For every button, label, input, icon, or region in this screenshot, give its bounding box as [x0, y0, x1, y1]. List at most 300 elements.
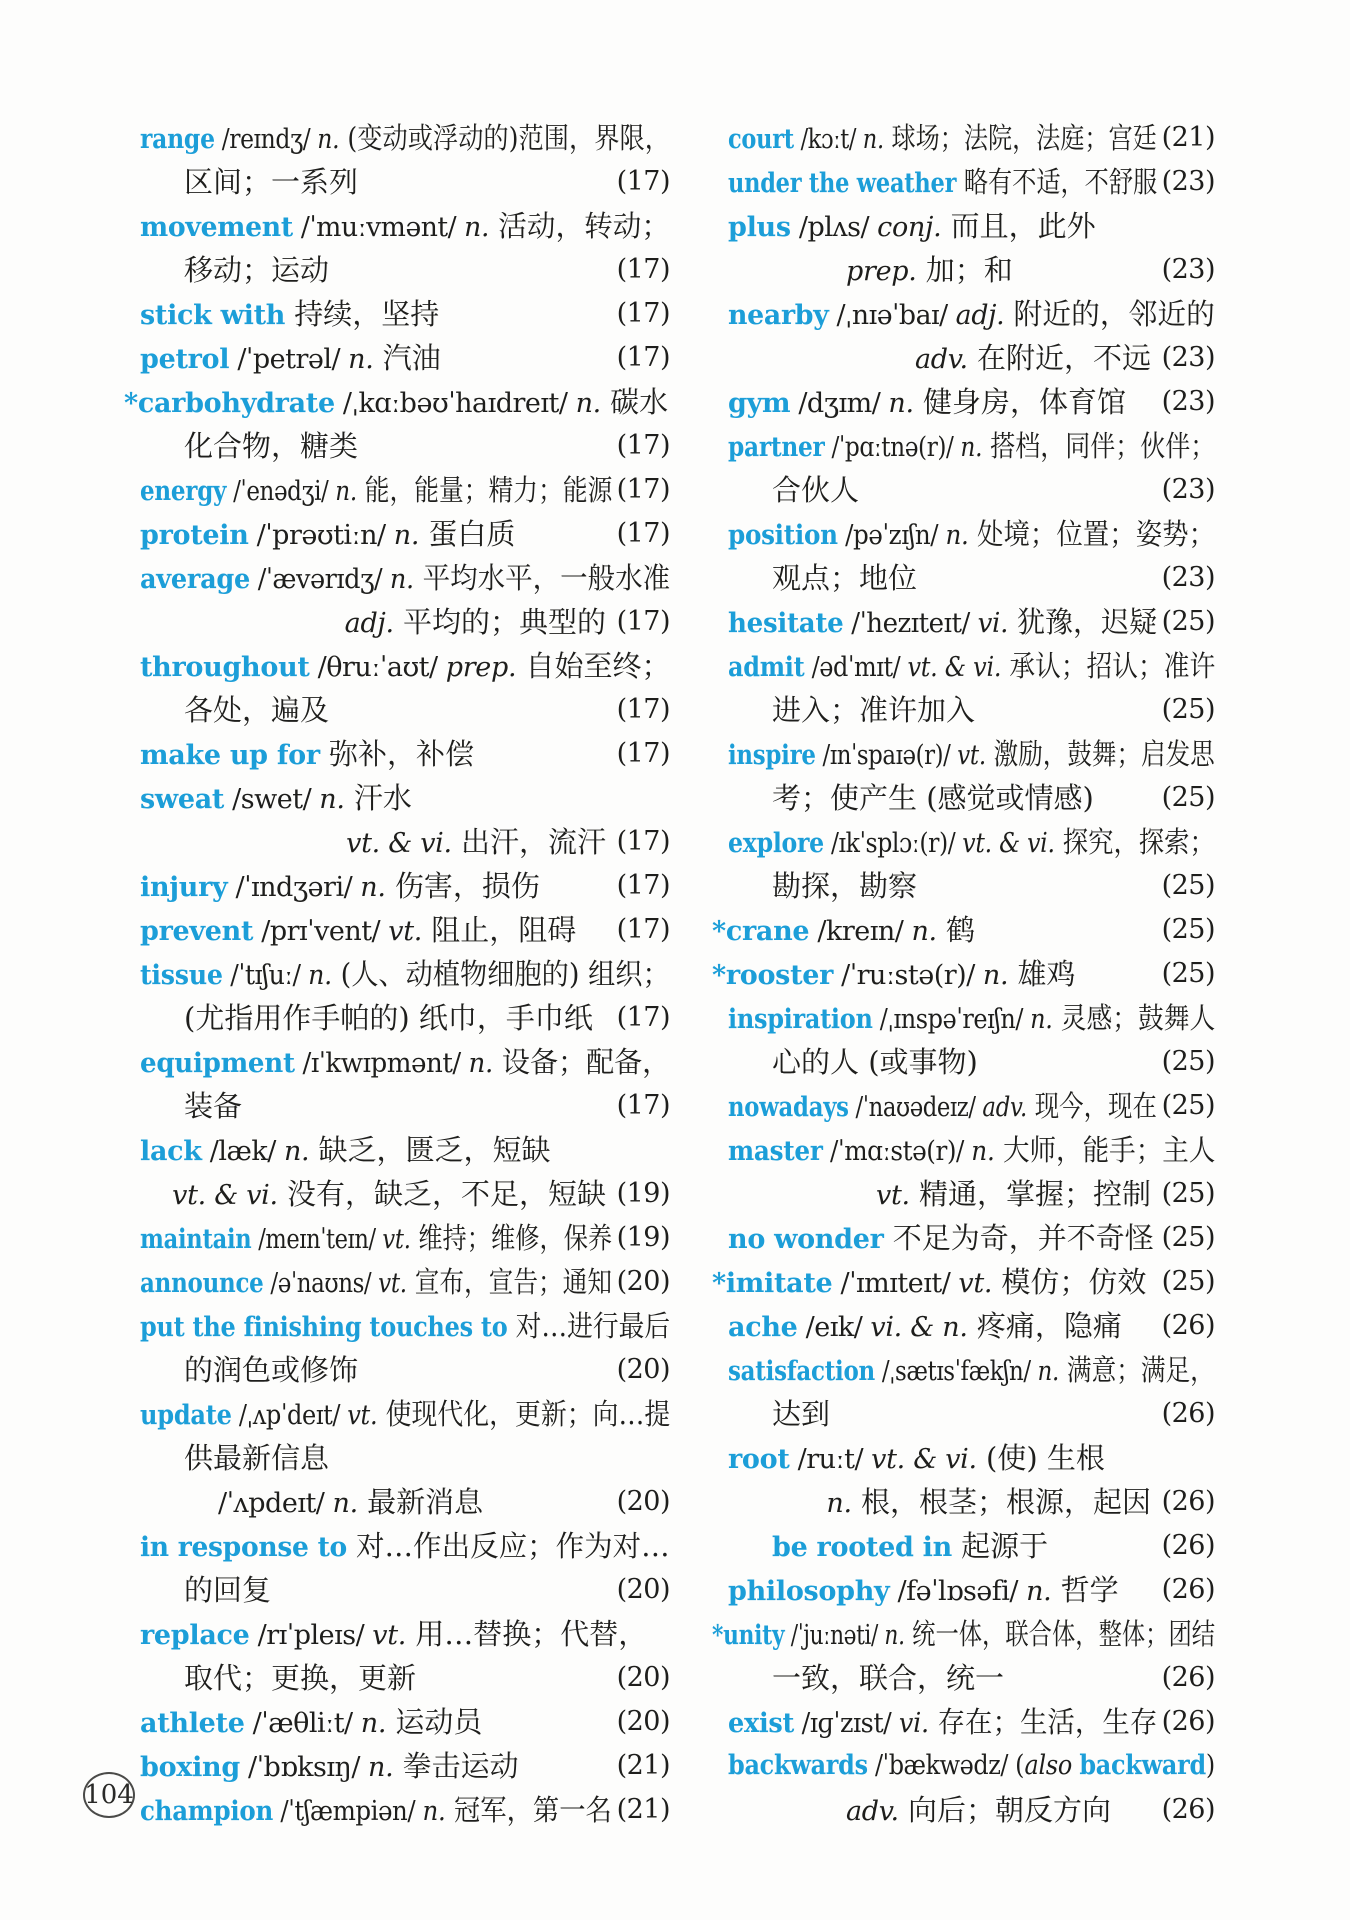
headword: energy: [140, 476, 227, 507]
entry-line: [728, 1480, 1215, 1524]
entry-text: [915, 336, 1151, 382]
entry-text: [728, 204, 1096, 250]
entry-text: [712, 1612, 1215, 1658]
entry-line: [140, 1040, 670, 1084]
entry-line: [140, 1480, 670, 1524]
definition-zh: 大师，能手；主人: [994, 1133, 1216, 1167]
definition-zh: 根，根茎；根源，起因: [851, 1485, 1151, 1519]
page-reference: (17): [616, 1002, 670, 1033]
part-of-speech: also: [1024, 1750, 1080, 1781]
entry-line: [712, 908, 1215, 952]
entry-line: [728, 996, 1215, 1040]
phonetic: /kɔːt/: [793, 124, 863, 155]
entry-text: [140, 1304, 670, 1350]
entry-text: [184, 160, 358, 206]
entry-line: [728, 336, 1215, 380]
definition-zh: 自始至终；: [516, 649, 671, 683]
entry-text: [184, 248, 329, 294]
entry-line: [140, 1216, 670, 1260]
headword: athlete: [140, 1708, 245, 1739]
entry-line: [140, 1348, 670, 1392]
definition-zh: 平均的；典型的: [393, 605, 606, 639]
page-number: 104: [84, 1780, 134, 1810]
page-reference: (17): [616, 430, 670, 461]
entry-line: [140, 116, 670, 160]
entry-line: [140, 248, 670, 292]
entry-line: [728, 1348, 1215, 1392]
headword: put the finishing touches to: [140, 1312, 508, 1343]
headword: protein: [140, 520, 249, 551]
entry-line: [140, 864, 670, 908]
entry-line: [140, 1128, 670, 1172]
page-reference: (17): [616, 254, 670, 285]
definition-zh: 各处，遍及: [184, 693, 330, 727]
page-reference: (25): [1161, 694, 1215, 725]
headword: inspire: [728, 740, 816, 771]
headword: sweat: [140, 784, 225, 815]
entry-text: [728, 1744, 1215, 1788]
entry-line: [728, 1788, 1215, 1832]
page-reference: (20): [616, 1266, 670, 1297]
entry-text: [728, 116, 1157, 162]
definition-zh: (变动或浮动的)范围，界限，: [339, 121, 670, 155]
entry-text: [728, 160, 1157, 206]
entry-line: [712, 1260, 1215, 1304]
entry-line: [728, 1656, 1215, 1700]
phonetic: /ˌʌpˈdeɪt/: [231, 1400, 348, 1431]
part-of-speech: n.: [888, 388, 914, 419]
page-reference: (26): [1161, 1486, 1215, 1517]
phonetic: /ˈjuːnəti/: [784, 1620, 885, 1651]
part-of-speech: vt.: [382, 1224, 411, 1255]
phonetic: /ɪˈkwɪpmənt/: [294, 1048, 469, 1079]
definition-zh: 进入；准许加入: [772, 693, 976, 727]
entry-line: [728, 1568, 1215, 1612]
entry-text: [772, 776, 1094, 822]
definition-zh: 对…作出反应；作为对…: [346, 1529, 670, 1563]
definition-zh: 勘探，勘察: [772, 869, 918, 903]
definition-zh: 出汗，流汗: [451, 825, 606, 859]
definition-zh: 不足为奇，并不奇怪: [883, 1221, 1154, 1255]
entry-text: [140, 1744, 519, 1790]
entry-text: [728, 1568, 1119, 1614]
part-of-speech: adj.: [344, 608, 394, 639]
entry-line: [712, 1612, 1216, 1656]
entry-text: [140, 732, 474, 778]
page-number-badge: [83, 1772, 135, 1818]
entry-text: [140, 644, 670, 690]
definition-zh: 汗水: [344, 781, 412, 815]
definition-zh: 健身房，体育馆: [913, 385, 1126, 419]
entry-text: [772, 1040, 978, 1086]
definition-zh: 在附近，不远: [967, 341, 1151, 375]
definition-zh: 犹豫，迟疑: [1008, 605, 1158, 639]
entry-text: [772, 688, 975, 734]
entry-text: [772, 864, 917, 910]
entry-line: [140, 908, 670, 952]
part-of-speech: n.: [1030, 1004, 1053, 1035]
part-of-speech: vt.: [347, 1400, 378, 1431]
part-of-speech: vt. & vi.: [907, 652, 1002, 683]
definition-zh: 蛋白质: [419, 517, 516, 551]
entry-line: [140, 424, 670, 468]
entry-text: [728, 380, 1126, 426]
definition-zh: 激励，鼓舞；启发思: [985, 737, 1215, 771]
entry-line: [140, 1700, 670, 1744]
phonetic: /eɪk/: [797, 1312, 871, 1343]
definition-zh: 雄鸡: [1008, 957, 1076, 991]
page-reference: (17): [616, 694, 670, 725]
phonetic: /ˈnaʊədeɪz/: [848, 1092, 983, 1123]
entry-text: [728, 820, 1215, 866]
entry-text: [140, 1392, 670, 1438]
part-of-speech: n.: [319, 784, 345, 815]
headword: range: [140, 124, 215, 155]
definition-zh: 使现代化，更新；向…提: [377, 1397, 671, 1431]
headword: plus: [728, 212, 791, 243]
part-of-speech: adv.: [914, 344, 968, 375]
entry-text: [728, 1436, 1105, 1482]
phonetic: /ˈhezɪteɪt/: [843, 608, 978, 639]
headword: backward: [1079, 1750, 1206, 1781]
part-of-speech: n.: [862, 124, 884, 155]
definition-zh: 而且，此外: [941, 209, 1096, 243]
phonetic: /ˈpetrəl/: [229, 344, 349, 375]
entry-text: [728, 1128, 1215, 1174]
page-reference: (23): [1161, 474, 1215, 505]
part-of-speech: vt.: [875, 1180, 910, 1211]
page-reference: (17): [616, 826, 670, 857]
page-reference: (21): [616, 1750, 670, 1781]
entry-text: [140, 1524, 670, 1570]
entry-line: [140, 556, 670, 600]
page-reference: (20): [616, 1486, 670, 1517]
definition-zh: 维持；维修，保养: [410, 1221, 613, 1255]
entry-text: [728, 424, 1215, 470]
phonetic: /ˈbækwədz/: [867, 1750, 1016, 1781]
phonetic: /ˈævərɪdʒ/: [250, 564, 390, 595]
entry-line: [140, 292, 670, 336]
part-of-speech: vt. & vi.: [172, 1180, 278, 1211]
part-of-speech: n.: [982, 960, 1009, 991]
entry-text: [728, 1304, 1122, 1350]
page-reference: (17): [616, 606, 670, 637]
part-of-speech: prep.: [846, 256, 917, 287]
page-reference: (25): [1161, 958, 1215, 989]
entry-line: [728, 1128, 1215, 1172]
page-reference: (25): [1161, 1046, 1215, 1077]
headword: boxing: [140, 1752, 240, 1783]
entry-text: [712, 952, 1075, 998]
part-of-speech: prep.: [445, 652, 517, 683]
entry-text: [140, 1040, 670, 1086]
definition-zh: 加；和: [916, 253, 1013, 287]
entry-text: [728, 732, 1215, 778]
definition-zh: 缺乏，匮乏，短缺: [309, 1133, 551, 1167]
entry-text: [345, 600, 606, 646]
entry-line: [728, 204, 1215, 248]
page-reference: (25): [1161, 606, 1215, 637]
phonetic: /ɪkˈsplɔː(r)/: [823, 828, 963, 859]
entry-text: [140, 556, 670, 602]
definition-zh: 弥补，补偿: [319, 737, 475, 771]
part-of-speech: vi.: [898, 1708, 929, 1739]
page-reference: (25): [1161, 1090, 1215, 1121]
phonetic: /prɪˈvent/: [253, 916, 389, 947]
part-of-speech: n.: [884, 1620, 905, 1651]
entry-text: [140, 1612, 647, 1658]
part-of-speech: n.: [360, 1708, 387, 1739]
entry-text: [184, 1084, 242, 1130]
entry-text: [876, 1172, 1151, 1218]
entry-text: [772, 1656, 1004, 1702]
definition-zh: 的回复: [184, 1573, 272, 1607]
entry-text: [728, 1216, 1154, 1262]
headword: philosophy: [728, 1576, 890, 1607]
entry-line: [140, 204, 670, 248]
entry-text: [346, 820, 606, 866]
entry-text: [140, 776, 412, 822]
part-of-speech: n.: [360, 872, 386, 903]
definition-zh: 合伙人: [772, 473, 860, 507]
entry-text: [728, 600, 1157, 646]
entry-line: [140, 1612, 670, 1656]
headword: in response to: [140, 1532, 347, 1563]
page-reference: (19): [616, 1222, 670, 1253]
definition-zh: 持续，坚持: [285, 297, 440, 331]
part-of-speech: n.: [317, 124, 340, 155]
entry-line: [728, 732, 1215, 776]
part-of-speech: n.: [335, 476, 357, 507]
definition-zh: 没有，缺乏，不足，短缺: [277, 1177, 606, 1211]
part-of-speech: n.: [332, 1488, 358, 1519]
entry-text: [826, 1480, 1151, 1526]
page-reference: (26): [1161, 1574, 1215, 1605]
entry-text: [728, 1348, 1215, 1394]
entry-line: [728, 1392, 1215, 1436]
entry-text: [728, 1084, 1157, 1130]
page-reference: (26): [1161, 1706, 1215, 1737]
entry-text: [772, 1524, 1048, 1570]
headword: ache: [728, 1312, 798, 1343]
entry-line: [728, 556, 1215, 600]
entry-line: [140, 688, 670, 732]
entry-text: [772, 1392, 830, 1438]
headword: nowadays: [728, 1092, 849, 1123]
entry-line: [728, 512, 1215, 556]
page-reference: (17): [616, 738, 670, 769]
entry-text: [728, 996, 1215, 1042]
headword: announce: [140, 1268, 264, 1299]
entry-text: [712, 1260, 1146, 1306]
entry-line: [728, 600, 1215, 644]
headword: movement: [140, 212, 293, 243]
part-of-speech: adj.: [955, 300, 1005, 331]
part-of-speech: vt.: [958, 1268, 993, 1299]
phonetic: /ruːt/: [789, 1444, 872, 1475]
definition-zh: 哲学: [1051, 1573, 1119, 1607]
definition-zh: 考；使产生 (感觉或情感): [772, 781, 1094, 815]
entry-text: [140, 336, 441, 382]
part-of-speech: vt.: [388, 916, 423, 947]
definition-zh: 阻止，阻碍: [422, 913, 577, 947]
headword: petrol: [140, 344, 230, 375]
page-reference: (25): [1161, 1266, 1215, 1297]
entry-line: [140, 1304, 670, 1348]
headword: root: [728, 1444, 790, 1475]
part-of-speech: vi.: [977, 608, 1009, 639]
headword: injury: [140, 872, 228, 903]
part-of-speech: n.: [468, 1048, 494, 1079]
headword: hesitate: [728, 608, 844, 639]
entry-line: [712, 952, 1215, 996]
phonetic: /rɪˈpleɪs/: [249, 1620, 373, 1651]
definition-zh: 宣布，宣告；通知: [406, 1265, 612, 1299]
entry-line: [728, 1040, 1215, 1084]
entry-text: [140, 864, 540, 910]
entry-line: [140, 1436, 670, 1480]
entry-text: [846, 1788, 1111, 1834]
page-reference: (20): [616, 1706, 670, 1737]
definition-zh: 运动员: [386, 1705, 483, 1739]
page-reference: (17): [616, 870, 670, 901]
entry-line: [728, 424, 1215, 468]
entry-line: [140, 820, 670, 864]
phonetic: /ˈruːstə(r)/: [833, 960, 983, 991]
entry-line: [140, 952, 670, 996]
part-of-speech: n.: [393, 520, 420, 551]
definition-zh: 冠军，第一名: [445, 1793, 612, 1827]
entry-line: [728, 1700, 1215, 1744]
definition-zh: 起源于: [951, 1529, 1049, 1563]
headword: be rooted in: [772, 1532, 952, 1563]
entry-line: [728, 1524, 1215, 1568]
entry-text: [140, 1700, 482, 1746]
definition-zh: 供最新信息: [184, 1441, 330, 1475]
definition-zh: 对…进行最后: [507, 1309, 671, 1343]
entry-text: [184, 1568, 271, 1614]
entry-text: [140, 908, 576, 954]
part-of-speech: vi. & n.: [870, 1312, 968, 1343]
entry-line: [728, 248, 1215, 292]
definition-zh: 平均水平，一般水准: [413, 561, 671, 595]
definition-zh: 灵感；鼓舞人: [1052, 1001, 1216, 1035]
headword: throughout: [140, 652, 310, 683]
page-reference: (25): [1161, 1222, 1215, 1253]
entry-line: [140, 776, 670, 820]
definition-zh: 心的人 (或事物): [772, 1045, 978, 1079]
phonetic: /ˈɪndʒəri/: [227, 872, 361, 903]
entry-text: [728, 292, 1215, 338]
page-reference: (21): [1161, 122, 1215, 153]
phonetic: /ˌkɑːbəʊˈhaɪdreɪt/: [334, 388, 576, 419]
entry-text: [140, 204, 670, 250]
definition-zh: 拳击运动: [393, 1749, 519, 1783]
phonetic: /ɪɡˈzɪst/: [794, 1708, 899, 1739]
part-of-speech: n.: [368, 1752, 394, 1783]
part-of-speech: conj.: [877, 212, 942, 243]
page-reference: (26): [1161, 1310, 1215, 1341]
definition-zh: 承认；招认；准许: [1001, 649, 1216, 683]
phonetic: /ˈprəʊtiːn/: [248, 520, 394, 551]
entry-line: [728, 160, 1215, 204]
entry-line: [728, 380, 1215, 424]
headword: inspiration: [728, 1004, 873, 1035]
entry-line: [728, 644, 1215, 688]
headword: *imitate: [712, 1268, 833, 1299]
page-reference: (23): [1161, 562, 1215, 593]
glossary-column-left: [124, 116, 671, 1832]
phonetic: /kreɪn/: [809, 916, 912, 947]
phonetic: /ˈʌpdeɪt/: [218, 1488, 333, 1519]
entry-line: [140, 600, 670, 644]
definition-zh: 处境；位置；姿势；: [968, 517, 1216, 551]
part-of-speech: n.: [826, 1488, 852, 1519]
definition-zh: 伤害，损伤: [385, 869, 540, 903]
entry-line: [140, 1084, 670, 1128]
entry-text: [184, 424, 358, 470]
part-of-speech: n.: [283, 1136, 310, 1167]
entry-line: [728, 116, 1215, 160]
page-reference: (20): [616, 1662, 670, 1693]
page-reference: (20): [616, 1354, 670, 1385]
headword: make up for: [140, 740, 320, 771]
entry-line: [728, 292, 1215, 336]
part-of-speech: n.: [575, 388, 601, 419]
part-of-speech: n.: [464, 212, 490, 243]
headword: under the weather: [728, 168, 957, 199]
headword: nearby: [728, 300, 829, 331]
entry-text: [184, 1656, 416, 1702]
entry-line: [140, 1524, 670, 1568]
entry-text: [184, 688, 329, 734]
entry-text: [140, 468, 612, 514]
entry-line: [728, 864, 1215, 908]
definition-zh: (人、动植物细胞的) 组织；: [331, 957, 670, 991]
definition-zh: 一致，联合，统一: [772, 1661, 1005, 1695]
headword: maintain: [140, 1224, 252, 1255]
entry-line: [140, 1392, 670, 1436]
headword: no wonder: [728, 1224, 884, 1255]
entry-line: [140, 732, 670, 776]
page-reference: (25): [1161, 914, 1215, 945]
entry-text: [184, 1436, 329, 1482]
definition-zh: 区间；一系列: [184, 165, 359, 199]
phonetic: /θruːˈaʊt/: [309, 652, 446, 683]
phonetic: /ˈbɒksɪŋ/: [239, 1752, 369, 1783]
definition-zh: 用…替换；代替，: [406, 1617, 648, 1651]
part-of-speech: n.: [389, 564, 414, 595]
page-reference: (25): [1161, 1178, 1215, 1209]
page-reference: (17): [616, 342, 670, 373]
phonetic: /ˈtʃæmpiən/: [272, 1796, 423, 1827]
headword: explore: [728, 828, 824, 859]
entry-text: [184, 1348, 358, 1394]
definition-zh: 探究，探索；: [1054, 825, 1215, 859]
entry-line: [124, 380, 670, 424]
entry-text: [140, 292, 439, 338]
definition-zh: 搭档，同伴；伙伴；: [982, 429, 1216, 463]
page-reference: (26): [1161, 1662, 1215, 1693]
part-of-speech: vt. & vi.: [346, 828, 452, 859]
page-reference: (17): [616, 518, 670, 549]
page-reference: (26): [1161, 1530, 1215, 1561]
definition-zh: 能，能量；精力；能源: [356, 473, 613, 507]
headword: master: [728, 1136, 823, 1167]
phonetic: /ˈtɪʃuː/: [222, 960, 309, 991]
definition-zh: (尤指用作手帕的) 纸巾，手巾纸: [184, 1001, 593, 1035]
part-of-speech: adv.: [846, 1796, 899, 1827]
